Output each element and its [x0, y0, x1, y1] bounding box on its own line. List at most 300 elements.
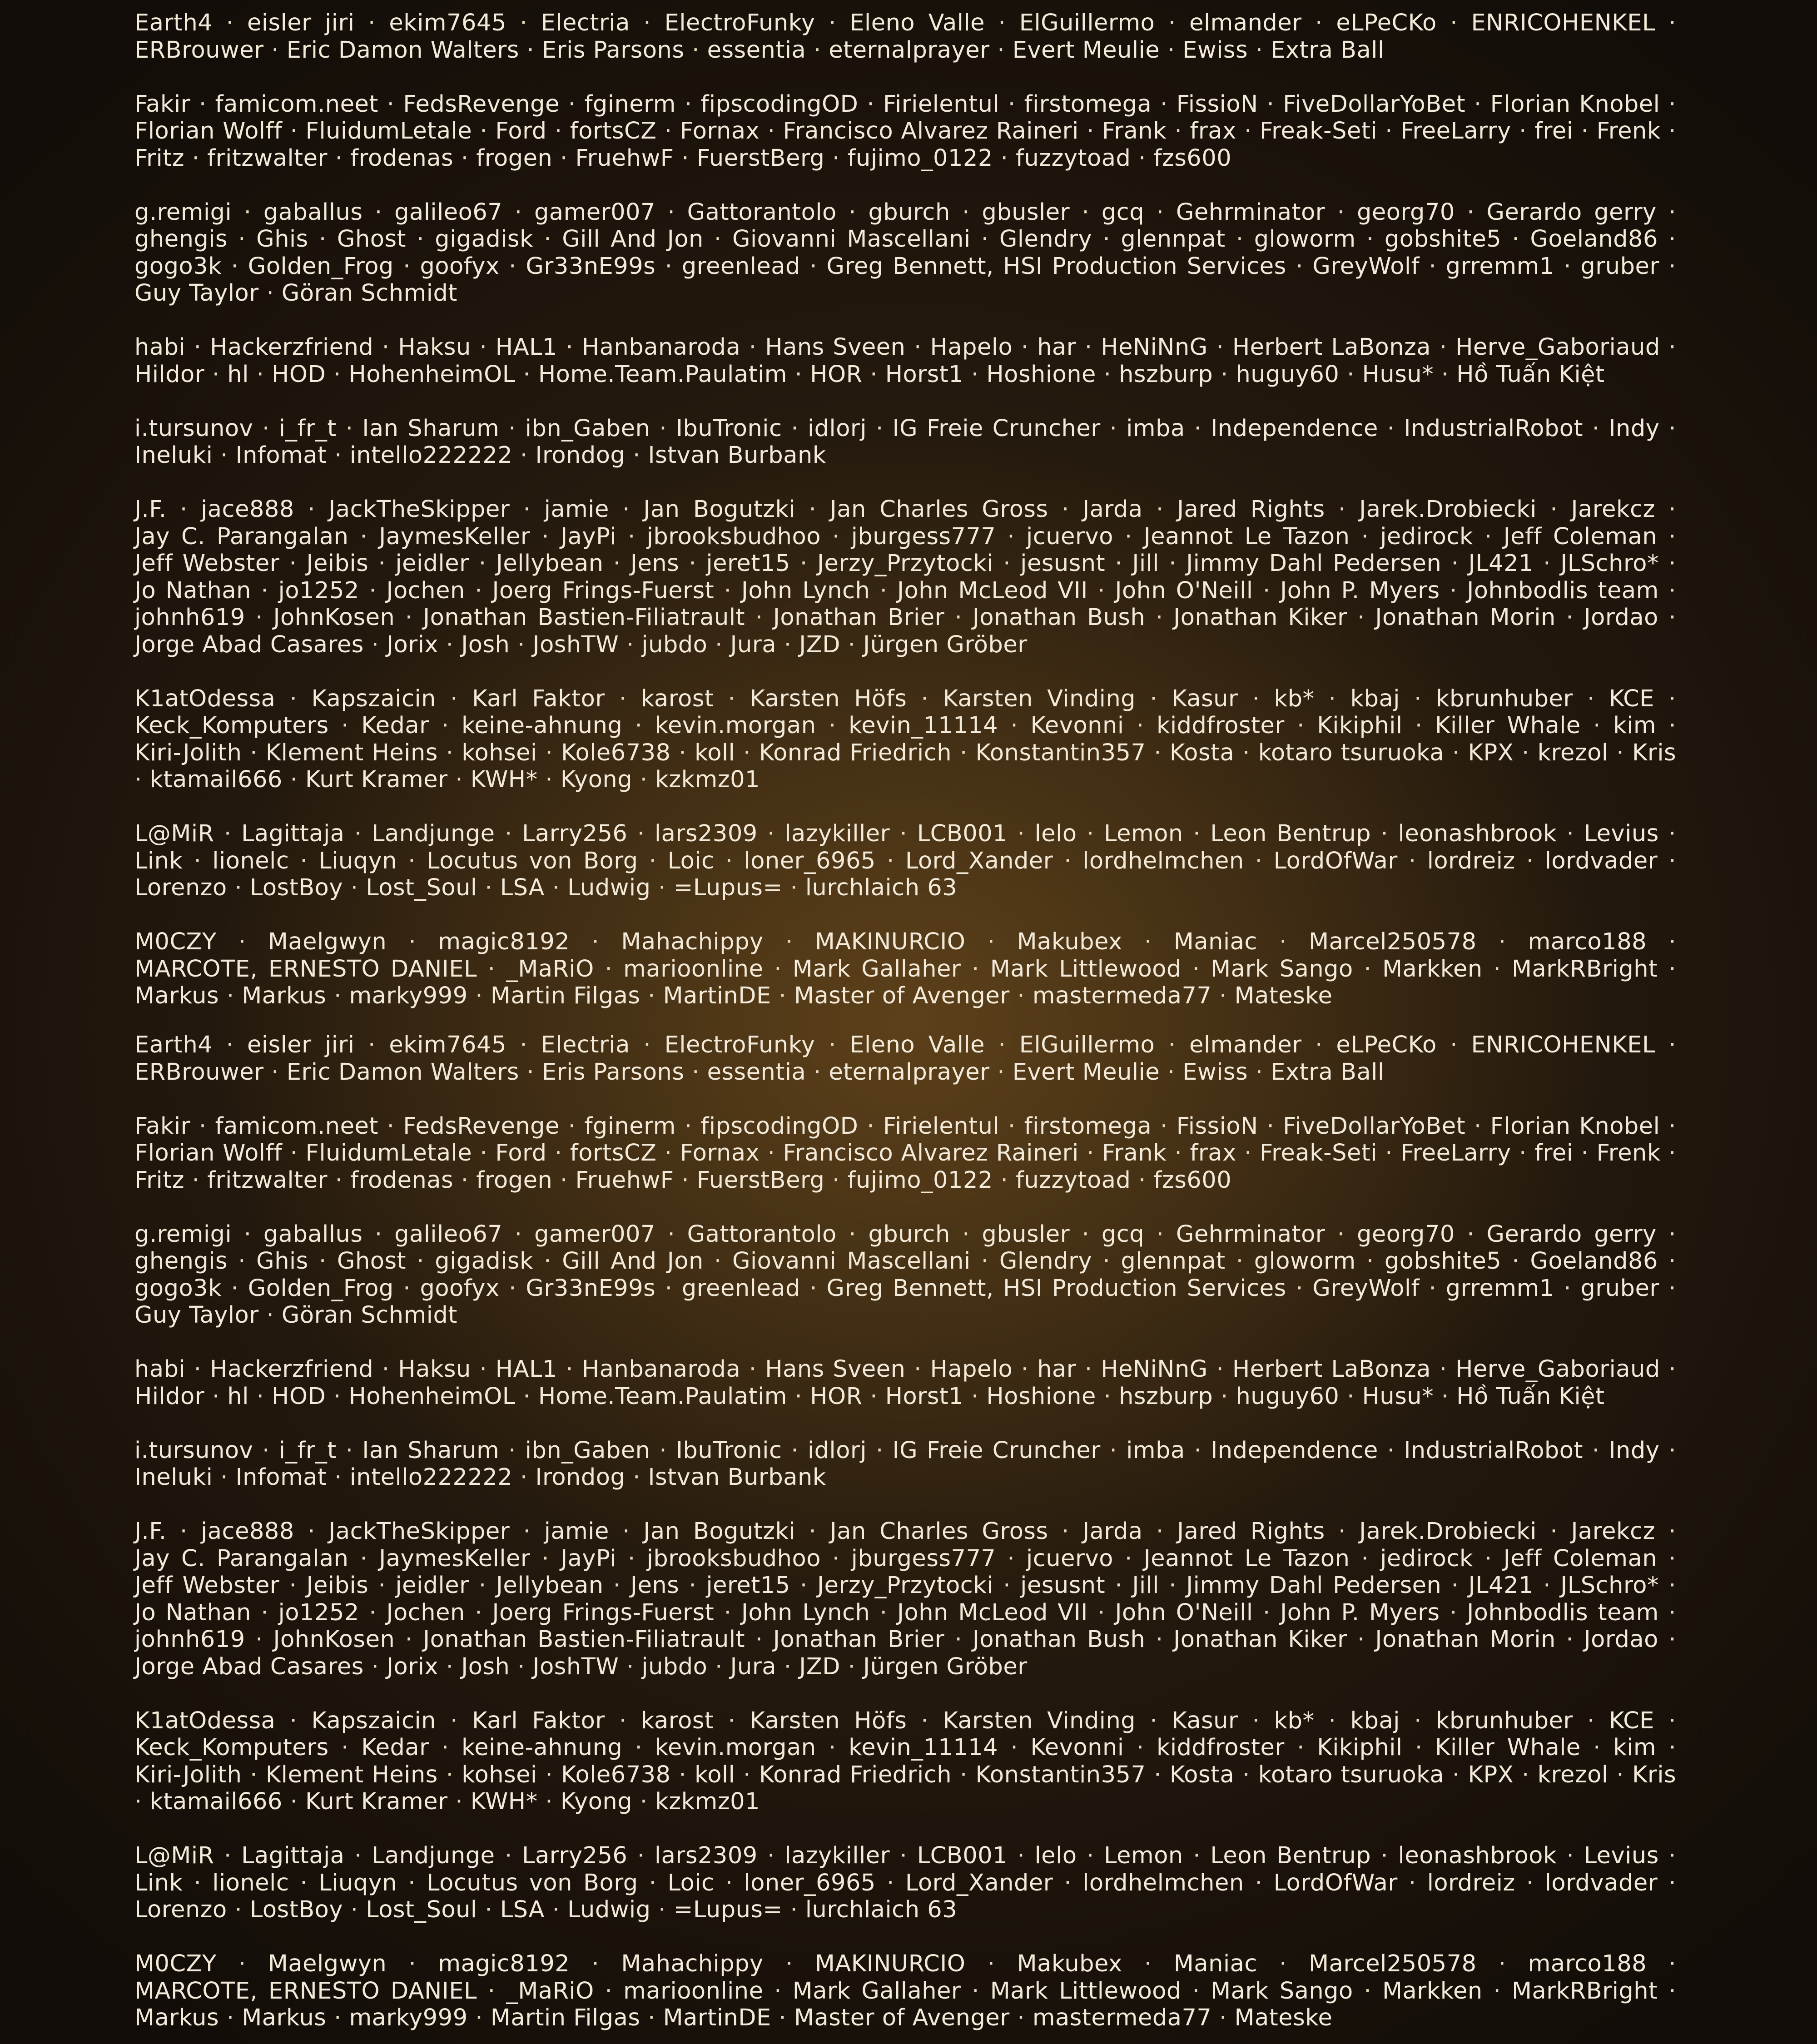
contributor-name: Mark Sango — [1211, 955, 1353, 982]
contributor-name: idlorj — [808, 1437, 867, 1464]
contributor-name: eternalprayer — [829, 1058, 990, 1086]
name-separator: · — [1668, 1869, 1677, 1896]
contributor-name: Gerardo gerry — [1486, 198, 1657, 226]
name-separator: · — [1102, 1248, 1111, 1275]
contributor-name: har — [1037, 1356, 1077, 1383]
contributor-name: Ghis — [256, 226, 308, 253]
contributor-name: gaballus — [263, 1220, 363, 1248]
contributor-name: Johnbodlis team — [1467, 1599, 1659, 1626]
name-separator: · — [566, 334, 574, 361]
contributor-name: Gehrminator — [1176, 198, 1326, 226]
contributor-name: Markken — [1382, 1977, 1483, 2004]
contributor-name: John McLeod VII — [897, 577, 1088, 604]
name-separator: · — [875, 1437, 884, 1464]
contributor-name: gloworm — [1254, 226, 1356, 253]
contributor-name: gaballus — [263, 198, 363, 226]
name-separator: · — [1668, 1248, 1676, 1275]
name-separator: · — [767, 1140, 775, 1166]
contributor-name: lazykiller — [784, 820, 890, 847]
name-separator: · — [1297, 1734, 1305, 1761]
name-separator: · — [791, 1437, 799, 1464]
name-separator: · — [1668, 253, 1676, 280]
name-separator: · — [1252, 1707, 1260, 1734]
contributor-name: Frenk — [1596, 118, 1661, 144]
contributor-name: Gill And Jon — [562, 226, 704, 253]
name-separator: · — [679, 739, 687, 766]
name-separator: · — [523, 361, 531, 388]
name-separator: · — [475, 2004, 483, 2031]
name-separator: · — [1154, 739, 1162, 766]
name-separator: · — [334, 982, 342, 1009]
contributor-name: jburgess777 — [851, 523, 996, 550]
name-separator: · — [749, 334, 757, 361]
name-separator: · — [1338, 496, 1346, 523]
contributor-name: gruber — [1580, 1275, 1659, 1302]
name-separator: · — [1000, 144, 1008, 172]
contributor-name: Loic — [667, 847, 715, 874]
name-separator: · — [1064, 1869, 1072, 1896]
name-separator: · — [334, 2004, 342, 2031]
name-separator: · — [1522, 1761, 1529, 1788]
contributor-name: g.remigi — [134, 1220, 232, 1248]
contributor-name: ktamail666 — [149, 1788, 283, 1815]
credits-group-e — [134, 10, 1676, 64]
name-separator: · — [545, 1788, 553, 1815]
contributor-name: Kasur — [1172, 685, 1238, 712]
contributor-name: Hapelo — [930, 334, 1013, 361]
contributor-name: Florian Knobel — [1490, 1112, 1660, 1140]
contributor-name: HOR — [810, 1383, 863, 1410]
contributor-name: marioonline — [623, 955, 764, 982]
name-separator: · — [552, 874, 560, 901]
name-separator: · — [899, 820, 908, 847]
contributor-name: lars2309 — [654, 1842, 758, 1869]
credits-group-i — [134, 415, 1676, 469]
contributor-name: idlorj — [808, 415, 867, 442]
contributor-name: Leon Bentrup — [1210, 820, 1371, 847]
name-separator: · — [1668, 1977, 1677, 2004]
name-separator: · — [640, 1788, 648, 1815]
contributor-name: IG Freie Cruncher — [892, 1437, 1101, 1464]
name-separator: · — [1236, 1248, 1244, 1275]
name-separator: · — [1017, 1842, 1025, 1869]
name-separator: · — [1439, 1356, 1447, 1383]
contributor-name: Jerzy_Przytocki — [817, 1572, 994, 1599]
name-separator: · — [523, 1383, 531, 1410]
contributor-name: Jared Rights — [1177, 1518, 1325, 1545]
contributor-name: Greg Bennett, HSI Production Services — [826, 253, 1286, 280]
contributor-name: greenlead — [681, 1275, 800, 1302]
contributor-name: Levius — [1584, 1842, 1659, 1869]
name-separator: · — [767, 1842, 775, 1869]
contributor-name: Fakir — [134, 1112, 191, 1140]
name-separator: · — [566, 1356, 574, 1383]
contributor-name: fginerm — [584, 90, 676, 118]
name-separator: · — [1017, 820, 1025, 847]
name-separator: · — [1668, 496, 1676, 523]
name-separator: · — [289, 1572, 297, 1599]
contributor-name: John O'Neill — [1115, 1599, 1253, 1626]
name-separator: · — [714, 1248, 722, 1275]
name-separator: · — [1564, 253, 1571, 280]
name-separator: · — [1668, 198, 1676, 226]
contributor-name: KCE — [1608, 685, 1654, 712]
name-separator: · — [509, 1275, 516, 1302]
name-separator: · — [541, 1545, 550, 1572]
contributor-name: Florian Wolff — [134, 1140, 283, 1166]
name-separator: · — [879, 1599, 888, 1626]
contributor-name: Kyong — [560, 1788, 633, 1815]
contributor-name: Kevonni — [1030, 712, 1124, 739]
contributor-name: ERBrouwer — [134, 36, 264, 64]
contributor-name: ElectroFunky — [664, 10, 815, 36]
name-separator: · — [1668, 334, 1677, 361]
name-separator: · — [809, 253, 818, 280]
contributor-name: imba — [1126, 415, 1185, 442]
contributor-name: MarkRBright — [1512, 1977, 1658, 2004]
contributor-name: ENRICOHENKEL — [1471, 1032, 1655, 1058]
name-separator: · — [689, 1572, 697, 1599]
name-separator: · — [360, 523, 368, 550]
contributor-name: kotaro tsuruoka — [1258, 739, 1445, 766]
name-separator: · — [1361, 1545, 1369, 1572]
contributor-name: kbaj — [1350, 1707, 1400, 1734]
contributor-name: jubdo — [641, 631, 708, 658]
name-separator: · — [554, 1140, 562, 1166]
contributor-name: ktamail666 — [149, 766, 283, 793]
contributor-name: essentia — [707, 1058, 806, 1086]
name-separator: · — [1296, 253, 1303, 280]
contributor-name: koll — [694, 1761, 735, 1788]
name-separator: · — [981, 226, 989, 253]
credits-group-e — [134, 1032, 1676, 1086]
contributor-name: Jonathan Kiker — [1173, 1626, 1347, 1653]
name-separator: · — [1255, 847, 1263, 874]
contributor-name: Fornax — [680, 1140, 760, 1166]
name-separator: · — [998, 10, 1006, 36]
name-separator: · — [541, 523, 550, 550]
contributor-name: gloworm — [1254, 1248, 1356, 1275]
contributor-name: Hồ Tuấn Kiệt — [1456, 1383, 1605, 1410]
name-separator: · — [1169, 550, 1177, 577]
contributor-name: marioonline — [623, 1977, 764, 2004]
contributor-name: Ineluki — [134, 1464, 213, 1491]
name-separator: · — [1168, 1032, 1176, 1058]
name-separator: · — [1366, 226, 1374, 253]
contributor-name: Hildor — [134, 361, 205, 388]
name-separator: · — [1522, 739, 1529, 766]
name-separator: · — [368, 10, 376, 36]
contributor-name: lelo — [1034, 820, 1077, 847]
name-separator: · — [684, 90, 692, 118]
name-separator: · — [619, 685, 627, 712]
contributor-name: frodenas — [350, 1166, 454, 1194]
name-separator: · — [300, 847, 308, 874]
contributor-name: GreyWolf — [1312, 253, 1420, 280]
name-separator: · — [345, 1437, 353, 1464]
name-separator: · — [1668, 415, 1677, 442]
contributor-name: Golden_Frog — [248, 253, 394, 280]
name-separator: · — [664, 118, 672, 144]
contributor-name: Eris Parsons — [541, 1058, 685, 1086]
contributor-name: kbrunhuber — [1435, 685, 1573, 712]
contributor-name: fritzwalter — [207, 144, 328, 172]
name-separator: · — [794, 361, 803, 388]
contributor-name: hszburp — [1119, 361, 1213, 388]
credits-list — [134, 1032, 1676, 2044]
contributor-name: JL421 — [1468, 1572, 1534, 1599]
name-separator: · — [684, 1112, 692, 1140]
name-separator: · — [1519, 1140, 1527, 1166]
name-separator: · — [517, 631, 525, 658]
name-separator: · — [552, 1896, 560, 1923]
name-separator: · — [1512, 226, 1520, 253]
contributor-name: Golden_Frog — [248, 1275, 394, 1302]
contributor-name: Leon Bentrup — [1210, 1842, 1371, 1869]
credits-group-h — [134, 334, 1676, 388]
name-separator: · — [1115, 550, 1123, 577]
contributor-name: Frank — [1102, 118, 1167, 144]
name-separator: · — [1450, 577, 1457, 604]
contributor-name: lordhelmchen — [1082, 847, 1244, 874]
name-separator: · — [1668, 712, 1677, 739]
name-separator: · — [1668, 1140, 1676, 1166]
contributor-name: Hồ Tuấn Kiệt — [1456, 361, 1605, 388]
contributor-name: FedsRevenge — [403, 90, 560, 118]
name-separator: · — [371, 631, 379, 658]
name-separator: · — [1414, 1707, 1422, 1734]
contributor-name: georg70 — [1356, 198, 1455, 226]
contributor-name: Mateske — [1234, 2004, 1333, 2031]
contributor-name: FreeLarry — [1400, 118, 1511, 144]
name-separator: · — [475, 577, 482, 604]
name-separator: · — [809, 1518, 817, 1545]
contributor-name: Jill — [1132, 550, 1159, 577]
name-separator: · — [626, 1653, 634, 1680]
contributor-name: FiveDollarYoBet — [1283, 90, 1466, 118]
contributor-name: Hildor — [134, 1383, 205, 1410]
name-separator: · — [658, 874, 666, 901]
contributor-name: HAL1 — [495, 1356, 557, 1383]
contributor-name: greenlead — [681, 253, 800, 280]
contributor-name: Istvan Burbank — [648, 1464, 826, 1491]
name-separator: · — [1493, 1977, 1501, 2004]
name-separator: · — [1439, 334, 1447, 361]
contributor-name: frogen — [476, 1166, 553, 1194]
name-separator: · — [1084, 334, 1092, 361]
name-separator: · — [728, 1707, 736, 1734]
contributor-name: Electria — [541, 1032, 630, 1058]
name-separator: · — [223, 820, 232, 847]
name-separator: · — [1566, 604, 1574, 631]
contributor-name: gcq — [1101, 1220, 1145, 1248]
name-separator: · — [1169, 1572, 1177, 1599]
contributor-name: imba — [1126, 1437, 1185, 1464]
contributor-name: Karsten Vinding — [943, 685, 1136, 712]
name-separator: · — [679, 1761, 687, 1788]
contributor-name: Jonathan Morin — [1375, 604, 1556, 631]
contributor-name: essentia — [707, 36, 806, 64]
name-separator: · — [728, 685, 736, 712]
contributor-name: fortsCZ — [570, 1140, 657, 1166]
name-separator: · — [1387, 415, 1395, 442]
contributor-name: Karl Faktor — [472, 685, 605, 712]
contributor-name: Jeibis — [306, 550, 369, 577]
contributor-name: jeidler — [395, 550, 469, 577]
name-separator: · — [408, 847, 416, 874]
name-separator: · — [1498, 1950, 1506, 1977]
contributor-name: kb* — [1274, 685, 1315, 712]
name-separator: · — [256, 361, 264, 388]
name-separator: · — [1429, 1275, 1437, 1302]
contributor-name: Makubex — [1017, 1950, 1122, 1977]
name-separator: · — [354, 1842, 362, 1869]
contributor-name: Extra Ball — [1271, 36, 1385, 64]
name-separator: · — [1216, 334, 1224, 361]
name-separator: · — [1668, 226, 1676, 253]
contributor-name: kzkmz01 — [655, 766, 760, 793]
name-separator: · — [479, 334, 487, 361]
name-separator: · — [971, 361, 979, 388]
name-separator: · — [1010, 712, 1018, 739]
name-separator: · — [1668, 928, 1677, 955]
name-separator: · — [1441, 1383, 1449, 1410]
contributor-name: ERBrouwer — [134, 1058, 264, 1086]
contributor-name: eternalprayer — [829, 36, 990, 64]
name-separator: · — [1155, 604, 1163, 631]
contributor-name: krezol — [1537, 1761, 1608, 1788]
name-separator: · — [1592, 1437, 1600, 1464]
name-separator: · — [1668, 1842, 1676, 1869]
name-separator: · — [1493, 955, 1501, 982]
name-separator: · — [1380, 820, 1389, 847]
name-separator: · — [1150, 1707, 1158, 1734]
contributor-name: Jimmy Dahl Pedersen — [1186, 1572, 1442, 1599]
name-separator: · — [1144, 928, 1152, 955]
name-separator: · — [1385, 118, 1393, 144]
name-separator: · — [560, 1166, 568, 1194]
contributor-name: IndustrialRobot — [1404, 415, 1583, 442]
contributor-name: keine-ahnung — [462, 1734, 623, 1761]
name-separator: · — [1616, 739, 1624, 766]
contributor-name: Extra Ball — [1271, 1058, 1385, 1086]
contributor-name: marco188 — [1528, 1950, 1647, 1977]
contributor-name: Kedar — [361, 1734, 429, 1761]
name-separator: · — [867, 1112, 875, 1140]
name-separator: · — [1219, 2004, 1227, 2031]
name-separator: · — [848, 1653, 856, 1680]
contributor-name: Johnbodlis team — [1467, 577, 1659, 604]
name-separator: · — [446, 631, 454, 658]
contributor-name: Jochen — [386, 1599, 465, 1626]
contributor-name: Gehrminator — [1176, 1220, 1326, 1248]
name-separator: · — [1581, 118, 1589, 144]
contributor-name: JLSchro* — [1560, 1572, 1659, 1599]
contributor-name: JackTheSkipper — [328, 1518, 510, 1545]
contributor-name: Jonathan Bastien-Filiatrault — [423, 604, 745, 631]
name-separator: · — [914, 1356, 922, 1383]
name-separator: · — [1138, 1166, 1146, 1194]
contributor-name: Independence — [1211, 415, 1378, 442]
contributor-name: Glendry — [999, 226, 1092, 253]
contributor-name: magic8192 — [438, 928, 570, 955]
name-separator: · — [382, 1356, 390, 1383]
name-separator: · — [504, 820, 512, 847]
contributor-name: Kyong — [560, 766, 633, 793]
contributor-name: Jorge Abad Casares — [134, 1653, 364, 1680]
contributor-name: JayPi — [561, 523, 616, 550]
name-separator: · — [649, 1869, 657, 1896]
contributor-name: Jimmy Dahl Pedersen — [1186, 550, 1442, 577]
contributor-name: Giovanni Mascellani — [732, 226, 971, 253]
name-separator: · — [1668, 604, 1677, 631]
contributor-name: fginerm — [584, 1112, 676, 1140]
name-separator: · — [643, 1032, 651, 1058]
contributor-name: Infomat — [235, 1464, 327, 1491]
contributor-name: Josh — [461, 1653, 510, 1680]
name-separator: · — [681, 144, 690, 172]
name-separator: · — [1021, 334, 1029, 361]
contributor-name: Kevonni — [1030, 1734, 1124, 1761]
name-separator: · — [887, 1869, 894, 1896]
name-separator: · — [767, 820, 775, 847]
contributor-name: JZD — [799, 631, 841, 658]
contributor-name: Markken — [1382, 955, 1483, 982]
name-separator: · — [1103, 1383, 1112, 1410]
contributor-name: Horst1 — [885, 1383, 964, 1410]
contributor-name: Herve_Gaboriaud — [1455, 334, 1660, 361]
credits-group-k — [134, 685, 1676, 794]
name-separator: · — [455, 1788, 463, 1815]
contributor-name: Jarda — [1082, 496, 1143, 523]
contributor-name: fipscodingOD — [700, 90, 859, 118]
name-separator: · — [223, 1842, 232, 1869]
name-separator: · — [403, 253, 411, 280]
name-separator: · — [1242, 739, 1250, 766]
name-separator: · — [1193, 1842, 1201, 1869]
contributor-name: Ghost — [337, 226, 407, 253]
contributor-name: Liuqyn — [318, 1869, 397, 1896]
name-separator: · — [1160, 1112, 1168, 1140]
name-separator: · — [212, 361, 220, 388]
contributor-name: koll — [694, 739, 735, 766]
name-separator: · — [514, 1220, 522, 1248]
contributor-name: jamie — [544, 496, 609, 523]
name-separator: · — [526, 36, 535, 64]
name-separator: · — [1380, 1842, 1389, 1869]
name-separator: · — [266, 280, 274, 307]
contributor-name: Markus — [242, 982, 327, 1009]
name-separator: · — [341, 1734, 349, 1761]
contributor-name: Ford — [495, 1140, 547, 1166]
credits-group-i — [134, 1437, 1676, 1491]
contributor-name: Jan Bogutzki — [643, 1518, 796, 1545]
contributor-name: Mahachippy — [621, 928, 764, 955]
name-separator: · — [774, 1977, 782, 2004]
name-separator: · — [1154, 1761, 1162, 1788]
name-separator: · — [194, 1869, 202, 1896]
name-separator: · — [369, 577, 377, 604]
contributor-name: lars2309 — [654, 820, 758, 847]
name-separator: · — [635, 1734, 643, 1761]
contributor-name: fritzwalter — [207, 1166, 328, 1194]
name-separator: · — [243, 1220, 252, 1248]
name-separator: · — [238, 928, 246, 955]
name-separator: · — [1156, 1518, 1164, 1545]
name-separator: · — [226, 2004, 234, 2031]
contributor-name: FissioN — [1176, 1112, 1258, 1140]
contributor-name: Herve_Gaboriaud — [1455, 1356, 1660, 1383]
